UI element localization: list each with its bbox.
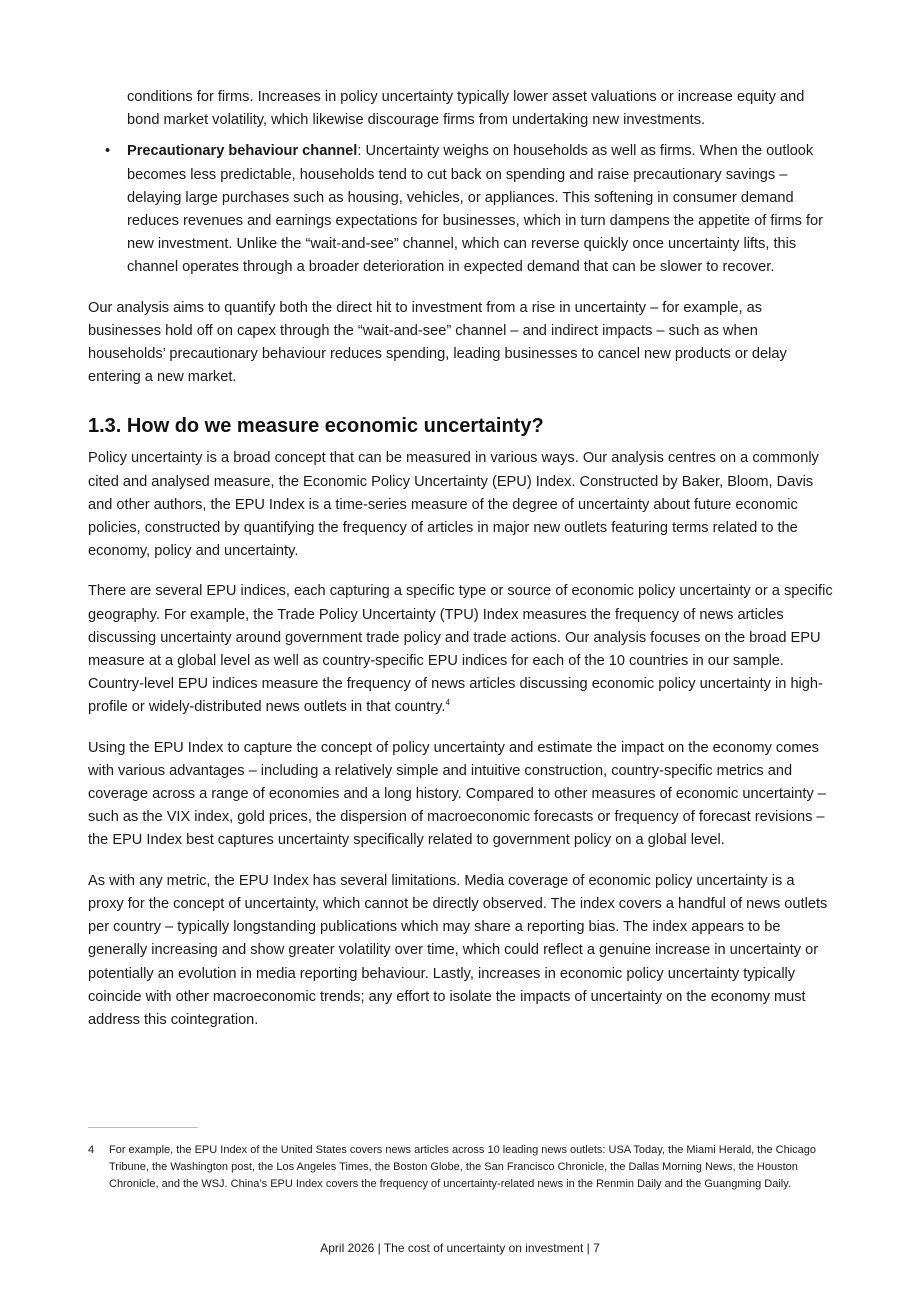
footnote-number: 4 bbox=[88, 1144, 95, 1156]
section-heading: 1.3. How do we measure economic uncertainty? bbox=[88, 415, 544, 438]
bullet-term: Precautionary behaviour channel bbox=[127, 143, 358, 160]
bullet-dot-icon: • bbox=[105, 143, 111, 160]
footnote-divider bbox=[88, 1127, 198, 1128]
main-content bbox=[88, 86, 833, 1049]
bullet-text: : Uncertainty weighs on households as well as firms. When the outlook becomes less predictable, households tend to cut back on spending and raise precautionary savings – delaying large purchases such as housing, vehicles, or appliances. This softening in consumer demand reduces revenues and earnings expectations for businesses, which in turn dampens the appetite of firms for new investment. Unlike the “wait-and-see” channel, which can reverse quickly once uncertainty lifts, this channel operates through a broader deterioration in expected demand that can be slower to recover. bbox=[127, 143, 824, 276]
channel-bullet-list bbox=[88, 140, 833, 279]
section-paragraph-4: As with any metric, the EPU Index has several limitations. Media coverage of economic policy uncertainty is a proxy for the concept of uncertainty, which cannot be directly observed. The index covers a handful of news outlets per country – typically longstanding publications which may share a reporting bias. The index appears to be generally increasing and show greater volatility over time, which could reflect a genuine increase in uncertainty or potentially an evolution in media reporting behaviour. Lastly, increases in economic policy uncertainty typically coincide with other macroeconomic trends; any effort to isolate the impacts of uncertainty on the economy must address this cointegration. bbox=[88, 872, 828, 1028]
section-paragraph-1: Policy uncertainty is a broad concept that can be measured in various ways. Our analysis centres on a commonly cited and analysed measure, the Economic Policy Uncertainty (EPU) Index. Constructed by Baker, Bloom, Davis and other authors, the EPU Index is a time-series measure of the degree of uncertainty about future economic policies, constructed by quantifying the frequency of articles in major new outlets featuring terms related to the economy, policy and uncertainty. bbox=[88, 450, 819, 560]
analysis-paragraph: Our analysis aims to quantify both the direct hit to investment from a rise in uncertainty – for example, as businesses hold off on capex through the “wait-and-see” channel – and indirect impacts – such as when households’ precautionary behaviour reduces spending, leading businesses to cancel new products or delay entering a new market. bbox=[88, 299, 787, 386]
section-paragraph-2 bbox=[88, 580, 833, 719]
bullet-precautionary-channel bbox=[88, 140, 833, 279]
continued-paragraph: conditions for firms. Increases in policy uncertainty typically lower asset valuations or increase equity and bond market volatility, which likewise discourage firms from undertaking new investments. bbox=[127, 89, 805, 129]
footnote-text: For example, the EPU Index of the United States covers news articles across 10 leading news outlets: USA Today, the Miami Herald, the Chicago Tribune, the Washington post, the Los Angeles Times, the Boston Globe, the San Francisco Chronicle, the Dallas Morning News, the Houston Chronicle, and the WSJ. China’s EPU Index covers the frequency of uncertainty-related news in the Renmin Daily and the Guangming Daily. bbox=[109, 1144, 817, 1190]
footnote bbox=[88, 1142, 833, 1193]
footnote-reference[interactable]: 4 bbox=[445, 698, 450, 708]
page-footer: April 2026 | The cost of uncertainty on investment | 7 bbox=[320, 1241, 600, 1255]
section-paragraph-3: Using the EPU Index to capture the concept of policy uncertainty and estimate the impact on the economy comes with various advantages – including a relatively simple and intuitive construction, country-specific metrics and coverage across a range of economies and a long history. Compared to other measures of economic uncertainty – such as the VIX index, gold prices, the dispersion of macroeconomic forecasts or frequency of forecast revisions – the EPU Index best captures uncertainty specifically related to government policy on a global level. bbox=[88, 739, 826, 849]
section-paragraph-2-text: There are several EPU indices, each capturing a specific type or source of economic policy uncertainty or a specific geography. For example, the Trade Policy Uncertainty (TPU) Index measures the frequency of news articles discussing uncertainty around government trade policy and trade actions. Our analysis focuses on the broad EPU measure at a global level as well as country-specific EPU indices for each of the 10 countries in our sample. Country-level EPU indices measure the frequency of news articles discussing economic policy uncertainty in high-profile or widely-distributed news outlets in that country. bbox=[88, 583, 833, 716]
